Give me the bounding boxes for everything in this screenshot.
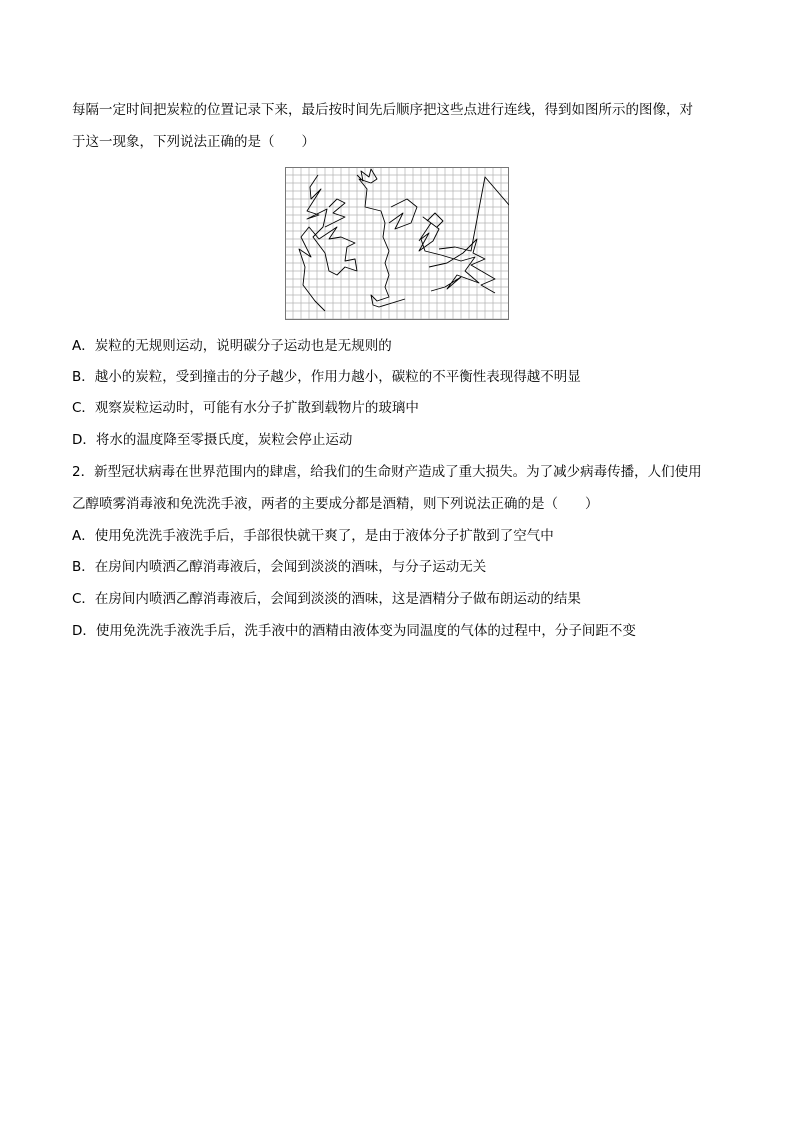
q1-option-c: C．观察炭粒运动时，可能有水分子扩散到载物片的玻璃中 xyxy=(72,400,419,416)
trajectory-path-8 xyxy=(439,177,509,251)
q1-option-b: B．越小的炭粒，受到撞击的分子越少，作用力越小，碳粒的不平衡性表现得越不明显 xyxy=(72,369,581,385)
trajectory-path-1 xyxy=(299,175,357,311)
q2-option-a: A．使用免洗洗手液洗手后，手部很快就干爽了，是由于液体分子扩散到了空气中 xyxy=(72,528,554,544)
q2-stem-line-1: 2．新型冠状病毒在世界范围内的肆虐，给我们的生命财产造成了重大损失。为了减少病毒传播，人们使用 xyxy=(72,464,702,480)
q2-option-d: D．使用免洗洗手液洗手后，洗手液中的酒精由液体变为同温度的气体的过程中，分子间距不变 xyxy=(72,623,636,639)
q1-option-a: A．炭粒的无规则运动，说明碳分子运动也是无规则的 xyxy=(72,338,392,354)
q2-stem-line-2: 乙醇喷雾消毒液和免洗洗手液，两者的主要成分都是酒精，则下列说法正确的是（ ） xyxy=(72,496,599,512)
q1-stem-line-1: 每隔一定时间把炭粒的位置记录下来，最后按时间先后顺序把这些点进行连线，得到如图所示的图像，对 xyxy=(72,102,693,118)
q1-stem-line-2: 于这一现象，下列说法正确的是（ ） xyxy=(72,134,315,150)
q1-option-d: D．将水的温度降至零摄氏度，炭粒会停止运动 xyxy=(72,432,353,448)
brownian-motion-figure xyxy=(285,167,509,320)
q2-option-c: C．在房间内喷洒乙醇消毒液后，会闻到淡淡的酒味，这是酒精分子做布朗运动的结果 xyxy=(72,591,581,607)
trajectory-path-5 xyxy=(419,217,479,291)
q2-option-b: B．在房间内喷洒乙醇消毒液后，会闻到淡淡的酒味，与分子运动无关 xyxy=(72,559,487,575)
